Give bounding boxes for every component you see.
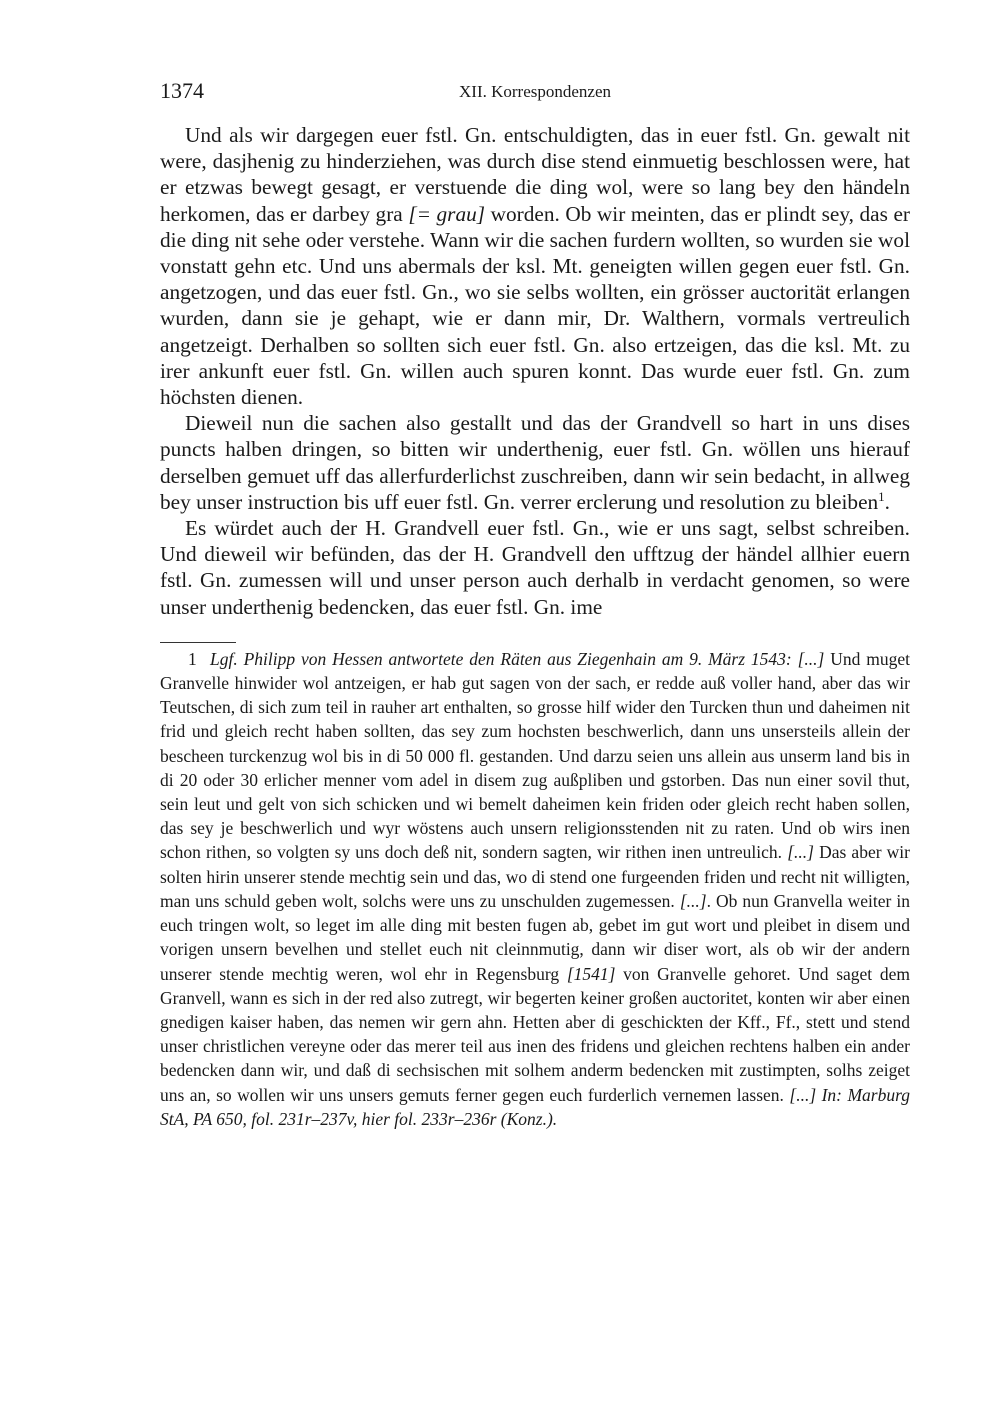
- footnote-omission-2: [...]: [679, 890, 707, 911]
- running-header: [160, 78, 910, 108]
- paragraph-3-text: Es würdet auch der H. Grandvell euer fstl. Gn., wie er uns sagt, selbst schreiben. Und dieweil wir befünden, das der H. Grandvell den ufftzug der händel allhier euern fstl. Gn. zumessen will und unser person auch derhalb in verdacht genomen, so were unser underthenig bedencken, das euer fstl. Gn. ime: [160, 516, 910, 619]
- footnote-text-1: Und muget Granvelle hinwider wol antzeigen, er hab gut sagen von der sach, er redde auß voller hand, aber das wir Teutschen, di sich zum teil in rauher art enthalten, so grosse hilf wider den Turcken thun und daheimen nit frid und gleich recht haben sollten, das sey zum hochsten beschwerlich, dann uns unsersteils allein der bescheen turckenzug wol bis in di 50 000 fl. gestanden. Und darzu seien uns allein aus unserm land bis in di 20 oder 30 erlicher menner vom adel in disem zug außpliben und gstorben. Das nun einer sovil thut, sein leut und gelt von sich schicken und wi bemelt daheimen kein friden oder gleich recht haben sollen, das sey je beschwerlich und wyr wöstens auch unsern religionsstenden nit zu raten. Und ob wirs inen schon rithen, so volgten sy uns doch deß nit, sondern sagten, wir rithen inen untreulich.: [160, 648, 910, 863]
- paragraph-3: [160, 515, 910, 620]
- footnote-text-2: Das aber wir solten hirin unserer stende mechtig sein und das, wo di stend one furgeenden friden und recht nit willigten, man uns schuld geben wolt, solchs were uns zu unschulden zugemessen.: [160, 842, 910, 911]
- footnote-text-4: von Granvelle gehoret. Und saget dem Granvell, wann es sich in der red also zutregt, wir begerten keiner großen auctoritet, konten wir aber einen gnedigen kaiser haben, das nemen wir gern ahn. Hetten aber di geschickten der Kff., Ff., stett und stend unser christlichen vereyne oder das merer teil aus inen des fridens und gleichen rechtens halben ein ander bedencken dann wir, und daß di sechsischen mit solhem anderm bedencken mit zustimpten, solhs zeiget uns an, so wollen wir uns unsers gemuts ferner gegen euch furderlich vernemen lassen.: [160, 963, 910, 1105]
- footnote-intro: Lgf. Philipp von Hessen antwortete den Räten aus Ziegenhain am 9. März 1543: [...]: [210, 648, 825, 669]
- editorial-insertion: [= grau]: [408, 201, 486, 226]
- footnote-text-3: . Ob nun Granvella weiter in euch tringen wolt, so leget im alle ding mit besten fugen ab, gebet im gut wort und pleibet in disem und vorigen unsern bevelhen und stellet euch nit cleinnmutig, dann wir diser wort, als ob wir der andern unserer stende mechtig weren, wol ehr in Regensburg: [160, 890, 910, 984]
- page-number: 1374: [160, 78, 204, 103]
- paragraph-1: [160, 122, 910, 410]
- running-title: XII. Korrespondenzen: [459, 82, 611, 101]
- paragraph-2-text-end: .: [884, 489, 890, 514]
- footnote-omission-1: [...]: [787, 842, 814, 863]
- paragraph-1-text-end: worden. Ob wir meinten, das er plindt sey, das er die ding nit sehe oder verstehe. Wann wir die sachen furdern wollten, so wurden sie wol vonstatt gehn etc. Und uns abermals der ksl. Mt. geneigten willen gegen euer fstl. Gn. angetzogen, und das euer fstl. Gn., wo sie selbs wollten, ein grösser auctorität erlangen wurden, dann sie je gehapt, wie er dann mir, Dr. Walthern, vormals vertreulich angetzeigt. Derhalben so sollten sich euer fstl. Gn. also ertzeigen, das die ksl. Mt. zu irer ankunft euer fstl. Gn. willen auch spuren konnt. Das wurde euer fstl. Gn. zum höchsten dienen.: [160, 201, 910, 410]
- footnote-source: [...] In: Marburg StA, PA 650, fol. 231r–237v, hier fol. 233r–236r (Konz.).: [160, 1084, 911, 1129]
- footnote-number: 1: [188, 648, 197, 669]
- footnote-year-insertion: [1541]: [566, 963, 616, 984]
- paragraph-2-text: Dieweil nun die sachen also gestallt und das der Grandvell so hart in uns dises puncts halben dringen, so bitten wir underthenig, euer fstl. Gn. wöllen uns hierauf derselben gemuet uff das allerfurderlichst zuschreiben, dann wir sein bedacht, in allweg bey unser instruction bis uff euer fstl. Gn. verrer erclerung und resolution zu bleiben: [160, 411, 910, 514]
- main-text: [160, 122, 910, 620]
- paragraph-1-text: Und als wir dargegen euer fstl. Gn. entschuldigten, das in euer fstl. Gn. gewalt nit were, dasjhenig zu hinderziehen, was durch dise stend einmuetig beschlossen were, hat er etzwas bewegt gesagt, er verstuende die ding wol, were so lang bey den händeln herkomen, das er darbey gra: [160, 123, 910, 226]
- footnote-separator: [160, 642, 236, 643]
- footnote-reference[interactable]: 1: [878, 488, 885, 504]
- paragraph-2: [160, 410, 910, 515]
- document-page: [160, 78, 910, 1131]
- footnote-1: [160, 647, 910, 1131]
